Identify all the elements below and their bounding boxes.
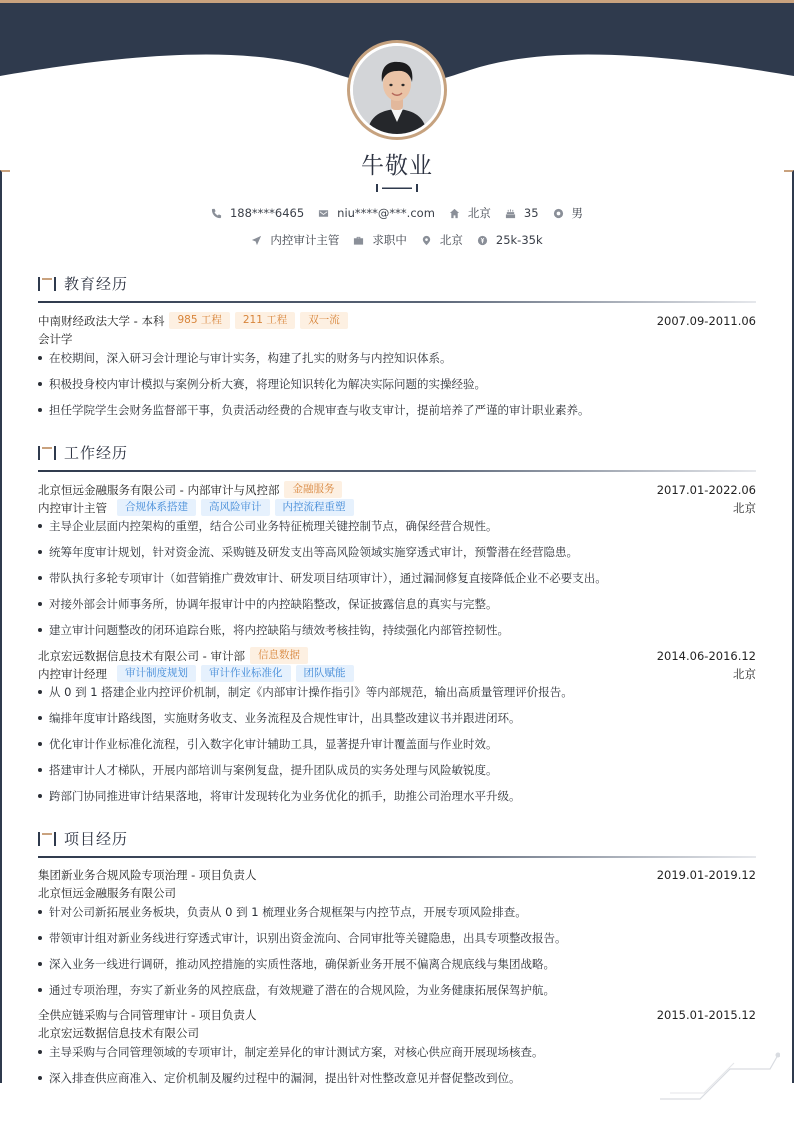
- company-name: 北京恒远金融服务有限公司 - 内部审计与风控部: [38, 482, 280, 497]
- job-bullet: 跨部门协同推进审计结果落地，将审计发现转化为业务优化的抓手，助推公司治理水平升级。: [38, 788, 756, 804]
- job-bullet: 对接外部会计师事务所，协调年报审计中的内控缺陷整改，保证披露信息的真实与完整。: [38, 596, 756, 612]
- project-name: 全供应链采购与合同管理审计 - 项目负责人: [38, 1008, 257, 1022]
- school-tag: 211 工程: [235, 312, 295, 329]
- avatar: [350, 43, 444, 137]
- status-item: [353, 232, 407, 248]
- project-org: 北京恒远金融服务有限公司: [38, 886, 176, 900]
- avatar-frame: [347, 40, 447, 140]
- project-bullet: 深入排查供应商准入、定价机制及履约过程中的漏洞，提出针对性整改意见并督促整改到位。: [38, 1070, 756, 1086]
- project-bullet: 针对公司新拓展业务板块，负责从 0 到 1 梳理业务合规框架与内控节点，开展专项风险排查。: [38, 904, 756, 920]
- location-text: 北京: [467, 206, 491, 220]
- contact-info-row: [0, 205, 794, 221]
- school-tag: 双一流: [300, 312, 348, 329]
- phone-text: 188****6465: [229, 206, 305, 220]
- section-mark-icon: [38, 446, 56, 460]
- candidate-name: 牛敬业: [361, 153, 433, 179]
- skill-tag: 内控流程重塑: [275, 499, 354, 516]
- target-role-text: 内控审计主管: [270, 233, 340, 247]
- briefcase-icon: [353, 235, 364, 246]
- job-bullet: 优化审计作业标准化流程，引入数字化审计辅助工具，显著提升审计覆盖面与作业时效。: [38, 736, 756, 752]
- age-text: 35: [523, 206, 539, 220]
- projects-section-title: 项目经历: [38, 828, 128, 849]
- project-org-row: [38, 885, 756, 901]
- gender-item: [553, 205, 584, 221]
- project-bullet: 主导采购与合同管理领域的专项审计，制定差异化的审计测试方案，对核心供应商开展现场核查。: [38, 1044, 756, 1060]
- school-name: 中南财经政法大学 - 本科: [38, 313, 165, 328]
- mail-icon: [318, 208, 329, 219]
- job-city: 北京: [733, 500, 756, 515]
- salary-text: 25k-35k: [495, 233, 543, 247]
- project-entry-header: [38, 867, 756, 883]
- project-date: 2015.01-2015.12: [656, 1008, 756, 1022]
- skill-tag: 团队赋能: [296, 665, 354, 682]
- gender-icon: [553, 208, 564, 219]
- salary-item: [477, 233, 543, 247]
- project-entry-header: [38, 1007, 756, 1023]
- section-divider: [38, 470, 756, 472]
- skill-tag: 合规体系搭建: [117, 499, 196, 516]
- industry-tag: 金融服务: [284, 481, 342, 498]
- job-date: 2014.06-2016.12: [656, 648, 756, 663]
- project-org-row: [38, 1025, 756, 1041]
- industry-tag: 信息数据: [250, 647, 308, 664]
- project-org: 北京宏远数据信息技术有限公司: [38, 1026, 199, 1040]
- status-text: 求职中: [372, 233, 407, 247]
- education-bullet: 担任学院学生会财务监督部干事，负责活动经费的合规审查与收支审计，提前培养了严谨的审计职业素养。: [38, 402, 756, 418]
- job-bullet: 搭建审计人才梯队，开展内部培训与案例复盘，提升团队成员的实务处理与风险敏锐度。: [38, 762, 756, 778]
- cake-icon: [505, 208, 516, 219]
- job-intent-row: [0, 232, 794, 248]
- email-text: niu****@***.com: [337, 206, 435, 220]
- education-bullet: 在校期间，深入研习会计理论与审计实务，构建了扎实的财务与内控知识体系。: [38, 350, 756, 366]
- project-name: 集团新业务合规风险专项治理 - 项目负责人: [38, 868, 257, 882]
- send-icon: [251, 235, 262, 246]
- job-role: 内控审计主管: [38, 500, 107, 515]
- job-role-row: [38, 665, 756, 682]
- home-icon: [449, 208, 460, 219]
- project-date: 2019.01-2019.12: [656, 868, 756, 882]
- skill-tag: 审计制度规划: [117, 665, 196, 682]
- section-mark-icon: [38, 277, 56, 291]
- section-mark-icon: [38, 832, 56, 846]
- education-date: 2007.09-2011.06: [656, 313, 756, 328]
- skill-tag: 高风险审计: [201, 499, 270, 516]
- job-bullet: 编排年度审计路线图，实施财务收支、业务流程及合规性审计，出具整改建议书并跟进闭环。: [38, 710, 756, 726]
- job-bullet: 主导企业层面内控架构的重塑，结合公司业务特征梳理关键控制节点，确保经营合规性。: [38, 518, 756, 534]
- education-entry-header: [38, 312, 756, 329]
- money-icon: [477, 235, 488, 246]
- project-bullet: 深入业务一线进行调研，推动风控措施的实质性落地，确保新业务开展不偏离合规底线与集团战略。: [38, 956, 756, 972]
- job-role-row: [38, 499, 756, 516]
- job-entry-header: [38, 481, 756, 498]
- school-tag: 985 工程: [169, 312, 229, 329]
- job-bullet: 带队执行多轮专项审计（如营销推广费效审计、研发项目结项审计），通过漏洞修复直接降低企业不必要支出。: [38, 570, 756, 586]
- phone-item: [211, 206, 304, 220]
- phone-icon: [211, 208, 222, 219]
- name-divider: [376, 183, 418, 193]
- location-item: [449, 205, 491, 221]
- gender-text: 男: [571, 206, 584, 220]
- education-bullet: 积极投身校内审计模拟与案例分析大赛，将理论知识转化为解决实际问题的实操经验。: [38, 376, 756, 392]
- left-frame-line: [0, 170, 10, 1083]
- target-city-item: [421, 232, 463, 248]
- job-bullet: 从 0 到 1 搭建企业内控评价机制，制定《内部审计操作指引》等内部规范，输出高质量管理评价报告。: [38, 684, 756, 700]
- job-bullet: 统筹年度审计规划，针对资金流、采购链及研发支出等高风险领域实施穿透式审计，预警潜在经营隐患。: [38, 544, 756, 560]
- job-entry-header: [38, 647, 756, 664]
- education-major-row: [38, 331, 756, 347]
- email-item: [318, 206, 435, 220]
- skill-tag: 审计作业标准化: [201, 665, 291, 682]
- job-city: 北京: [733, 666, 756, 681]
- project-bullet: 通过专项治理，夯实了新业务的风控底盘，有效规避了潜在的合规风险，为业务健康拓展保驾护航。: [38, 982, 756, 998]
- age-item: [505, 206, 539, 220]
- company-name: 北京宏远数据信息技术有限公司 - 审计部: [38, 648, 245, 663]
- job-date: 2017.01-2022.06: [656, 482, 756, 497]
- target-city-text: 北京: [439, 233, 463, 247]
- section-divider: [38, 301, 756, 303]
- education-section-title: 教育经历: [38, 273, 128, 294]
- work-section-title: 工作经历: [38, 442, 128, 463]
- corner-decoration: [660, 1043, 780, 1103]
- job-bullet: 建立审计问题整改的闭环追踪台账，将内控缺陷与绩效考核挂钩，持续强化内部管控韧性。: [38, 622, 756, 638]
- target-role-item: [251, 232, 339, 248]
- major: 会计学: [38, 332, 73, 346]
- location-pin-icon: [421, 235, 432, 246]
- job-role: 内控审计经理: [38, 666, 107, 681]
- section-divider: [38, 856, 756, 858]
- project-bullet: 带领审计组对新业务线进行穿透式审计，识别出资金流向、合同审批等关键隐患，出具专项整改报告。: [38, 930, 756, 946]
- right-frame-line: [784, 170, 794, 1083]
